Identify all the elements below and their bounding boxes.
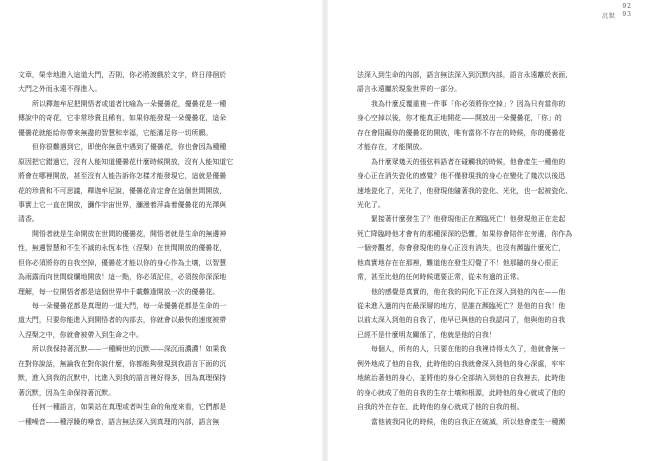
text-line: 為雨露而向世間綻爛地開放！這一點，你必須記住，必須按你深深地 (18, 273, 227, 282)
text-line: 常，甚至比他的任何時候還要正常，從未有過的正常。 (357, 273, 524, 282)
text-line: 文章，榮幸地進入這道大門，否則，你必將渡戲於文字，終日徘徊於 (18, 71, 227, 79)
text-line: 大門之外而永遠不得進入。 (18, 85, 102, 94)
text-line: 任何一種語言，如果站在真理或者叫生命的角度來看，它們都是 (32, 403, 227, 412)
text-line: 法深入到生命的內部，語言無法深入到沉默內部，語言永遠離於表面， (357, 71, 573, 79)
text-line: 一個旁觀者，你會發現他的身心正沒有消失，也沒有瀕臨什麼死亡， (357, 244, 566, 253)
page-number: 93 (622, 11, 632, 18)
text-line: 一種噪音——種浮躁的噪音，語言無法深入到真理的內部，語言無 (18, 417, 220, 426)
text-line: 但你很難遇到它，即使你無意中遇到了優曇花，你也會因為種種 (32, 143, 227, 152)
text-line: 身心空掉以後，你才能真正地開花——開放出一朵優曇花，「你」的 (357, 114, 562, 123)
right-page (328, 0, 650, 461)
text-line: 我為什麼反覆重複一件事「你必須將你空掉」？因為只有當你的 (371, 99, 566, 108)
text-line: 以前太深入到他的自我了，他早已與他的自我認同了，他與他的自我 (357, 316, 566, 325)
text-line: 清香。 (18, 215, 39, 224)
text-line: 入涅槃之中，你就會被帶入到生命之中。 (18, 330, 143, 339)
text-line: 優曇花就能給你帶來無盡的智慧和幸福，它能滿足你一切所願。 (18, 128, 213, 137)
page-number-top: 92 (622, 3, 632, 10)
text-line: 才能存在，才能開放。 (357, 143, 427, 152)
text-line: 緊接著什麼發生了？他發現他正在瀕臨死亡！他發現他正在走起 (371, 215, 566, 224)
text-line: 傳說中的奇花，它非常珍貴且稀有，如果你能發現一朵優曇花，這朵 (18, 114, 227, 123)
text-line: 性，無邊智慧和不生不滅的永恆本性（涅槃）在世間開放的優曇花， (18, 244, 227, 253)
text-line: 著沉默，因為生命保持著沉默。 (18, 388, 116, 397)
text-line: 已經不是什麼明友關係了，他就是他的自我！ (357, 330, 496, 339)
text-line: 死亡降臨時他才會有的那種深深的恐懼，如果你會陪伴在旁邊，你作為 (357, 229, 573, 238)
text-line: 當他被我同化的時候，他的自我正在破滅，所以他會產生一種瀕 (371, 417, 566, 426)
right-page-text (357, 68, 647, 429)
text-line: 存在會阻礙你的優曇花的開放，唯有當你不存在的時候，你的優曇花 (357, 128, 566, 137)
text-line: 但你必須將你的自我空掉，優曇花才能以你的身心作為土壤，以智慧 (18, 258, 227, 267)
text-line: 每個人，所有的人，只要在他的自我裡待得太久了，他就會無一 (371, 345, 566, 354)
text-line: 事實上它一直在開放，瀰作宇宙世界，瀰漫着萍淼着優曇花的光澤與 (18, 200, 227, 209)
text-line: 理解，每一位開悟者都是這個世界中千載難逢開放一次的優曇花。 (18, 287, 220, 296)
text-line: 他的感覺是真實的，他在我的同化下正在深入到他的內在——他 (371, 287, 566, 296)
left-page (0, 0, 322, 461)
text-line: 身心正在消失瓷化的感覺？他不僅發現我的身心在變化了幾次以後迅 (357, 172, 566, 181)
text-line: 默，進入到我的沉默中，比進入到我的語言裡好得多，因為真理保持 (18, 374, 227, 383)
text-line: 地統治著他的身心，並將他的身心全部納入到他的自我裡去，此時他 (357, 374, 566, 383)
text-line: 將會在哪裡開放，甚至沒有人能告訴你怎樣才能發現它，這就是優曇 (18, 172, 227, 181)
text-line: 道大門，只要你能進入到開悟者的內部去，你就會以最快的速度被帶 (18, 316, 227, 325)
text-line: 例外地成了他的自我，此時他的自我就會深入到他的身心深處，牢牢 (357, 359, 566, 368)
text-line: 從未進入過的內在最深層的地方，是誰在瀕臨死亡？是他的自我！他 (357, 302, 566, 310)
text-line: 每一朵優曇花都是真理的一道大門，每一朵優曇花都是生命的一 (32, 302, 227, 310)
text-line: 花的珍貴和不可思議，釋迦牟尼說，優曇花肯定會在這個世間開放， (18, 186, 227, 195)
text-line: 的身心就成了他的自我的生存土壤和根源，此時他的身心就成了他的 (357, 388, 566, 397)
text-line: 他真實地存在在那裡，難道他在發生幻覺了不！他那隨的身心很正 (357, 258, 559, 267)
text-line: 為什麼眾幾天的張弦料語者在碰觸我的時候，他會產生一種他的 (371, 157, 566, 166)
text-line: 速地瓷化了，光化了，他發現他隨著我的瓷化、光化，也一起被瓷化、 (357, 186, 573, 195)
text-line: 原因把它錯過它，沒有人能知道優曇花什麼時候開放，沒有人能知道它 (18, 157, 234, 166)
text-line: 光化了。 (357, 200, 385, 209)
text-line: 所以釋迦牟尼把開悟者或道者比喻為一朵優曇花，優曇花是一種 (32, 99, 227, 108)
text-line: 自我的外在存在，此時他的身心就成了他的自我的根。 (357, 403, 524, 412)
running-title: 沉默 (601, 13, 616, 20)
text-line: 開悟者就是生命開放在世間的優曇花，開悟者就是生命的無邊神 (32, 229, 227, 238)
left-page-text (18, 68, 318, 429)
text-line: 在對你說話，無論我在對你說什麼，你都能夠發現到我語言下面的沉 (18, 359, 227, 368)
text-line: 語言永遠屬於現象世界的一部分。 (357, 85, 462, 94)
text-line: 所以我保持著沉默——一種瞬世的沉默——深沉而濃濃！如果我 (32, 345, 227, 354)
